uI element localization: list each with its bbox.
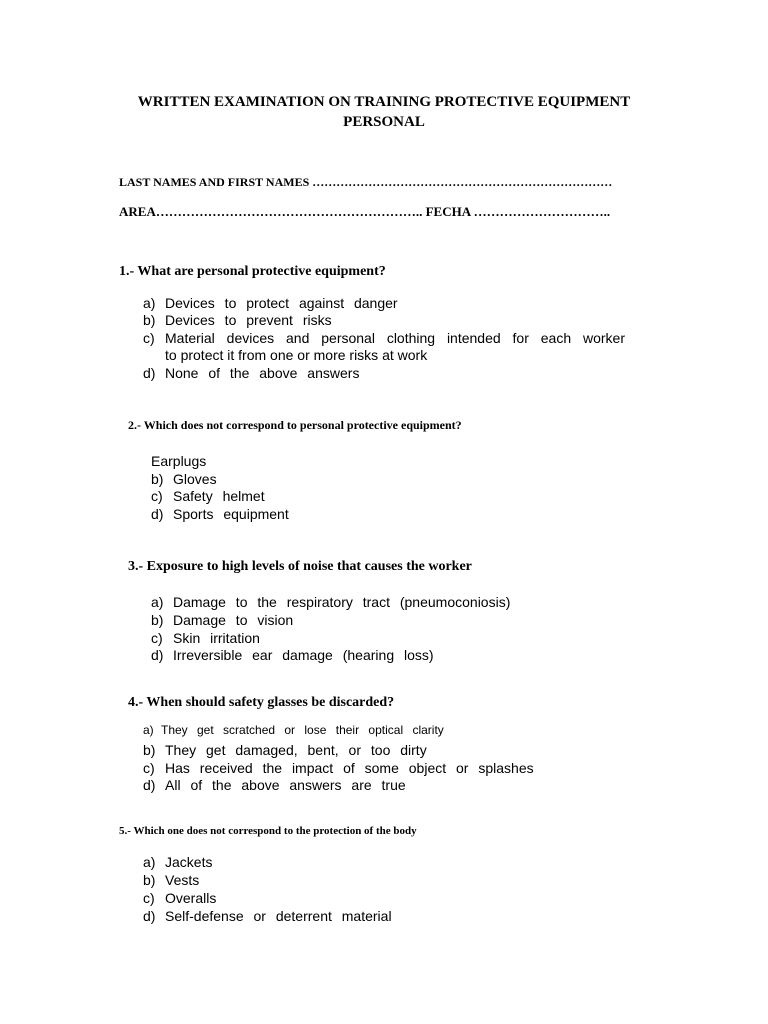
area-fecha-field: AREA…………………………………………………….. FECHA ………………………….. <box>119 204 611 219</box>
q3-option-b: b) Damage to vision <box>151 612 294 628</box>
q5-option-c: c) Overalls <box>143 890 217 906</box>
q3-option-a: a) Damage to the respiratory tract (pneumoconiosis) <box>151 594 511 610</box>
q5-option-d: d) Self-defense or deterrent material <box>143 908 392 924</box>
q5-option-a: a) Jackets <box>143 854 213 870</box>
question-5: 5.- Which one does not correspond to the protection of the body <box>119 825 417 837</box>
question-3: 3.- Exposure to high levels of noise that causes the worker <box>128 559 472 574</box>
title-line-2: PERSONAL <box>343 114 425 130</box>
names-field: LAST NAMES AND FIRST NAMES ………………………………………………………………… <box>119 175 613 189</box>
q1-option-b: b) Devices to prevent risks <box>143 312 332 328</box>
q3-option-d: d) Irreversible ear damage (hearing loss) <box>151 647 434 663</box>
question-2: 2.- Which does not correspond to personal protective equipment? <box>128 418 462 432</box>
question-1: 1.- What are personal protective equipment? <box>119 264 386 279</box>
q5-option-b: b) Vests <box>143 872 200 888</box>
q4-option-d: d) All of the above answers are true <box>143 777 406 793</box>
q2-option-b: b) Gloves <box>151 471 217 487</box>
q2-option-c: c) Safety helmet <box>151 488 265 504</box>
q4-option-b: b) They get damaged, bent, or too dirty <box>143 742 427 758</box>
q1-option-d: d) None of the above answers <box>143 365 360 381</box>
q3-option-c: c) Skin irritation <box>151 630 260 646</box>
q4-option-c: c) Has received the impact of some object or splashes <box>143 760 534 776</box>
q1-option-c-continuation: to protect it from one or more risks at work <box>165 347 428 363</box>
title-line-1: WRITTEN EXAMINATION ON TRAINING PROTECTIVE EQUIPMENT <box>137 94 631 110</box>
q4-option-a: a) They get scratched or lose their optical clarity <box>143 723 444 737</box>
document-title <box>0 92 768 132</box>
question-4: 4.- When should safety glasses be discarded? <box>128 695 395 710</box>
q1-option-a: a) Devices to protect against danger <box>143 295 398 311</box>
q1-option-c: c) Material devices and personal clothing intended for each worker <box>143 330 625 346</box>
q2-option-d: d) Sports equipment <box>151 506 289 522</box>
q2-option-a: Earplugs <box>151 453 207 469</box>
